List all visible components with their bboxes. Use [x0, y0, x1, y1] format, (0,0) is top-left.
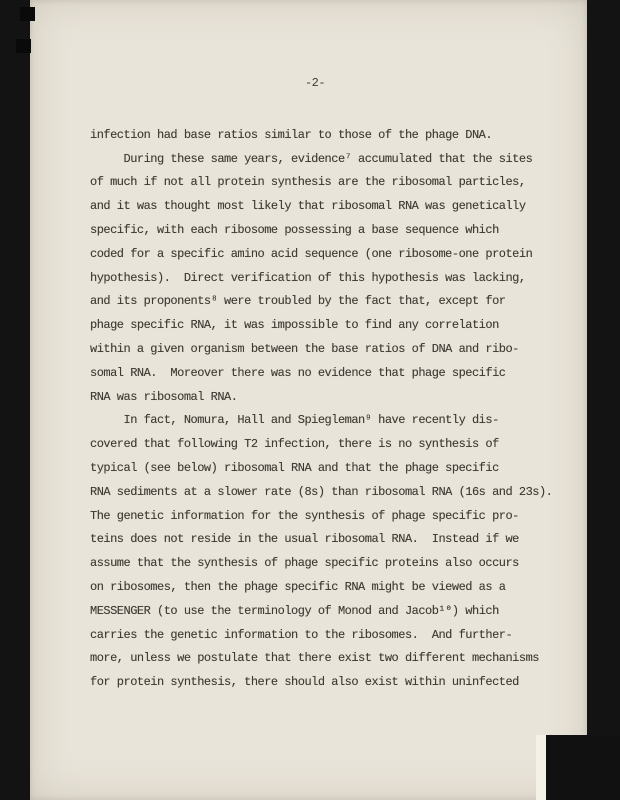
text-line: teins does not reside in the usual ribosomal RNA. Instead if we [90, 532, 519, 547]
text-line: hypothesis). Direct verification of this hypothesis was lacking, [90, 270, 526, 285]
page-number: -2- [304, 76, 326, 90]
text-line: During these same years, evidence⁷ accumulated that the sites [90, 151, 533, 166]
text-line: infection had base ratios similar to those of the phage DNA. [90, 127, 493, 142]
text-line: MESSENGER (to use the terminology of Monod and Jacob¹⁰) which [90, 603, 499, 618]
text-line: coded for a specific amino acid sequence (one ribosome-one protein [90, 246, 533, 261]
page-edge-strip [536, 735, 546, 800]
text-line: and its proponents⁸ were troubled by the fact that, except for [90, 294, 506, 309]
scan-corner-shadow [546, 735, 620, 800]
text-line: for protein synthesis, there should also exist within uninfected [90, 675, 519, 690]
text-line: more, unless we postulate that there exist two different mechanisms [90, 651, 539, 666]
text-line: assume that the synthesis of phage specific proteins also occurs [90, 556, 519, 571]
page-body [90, 124, 560, 695]
text-line: and it was thought most likely that ribosomal RNA was genetically [90, 199, 526, 214]
text-line: on ribosomes, then the phage specific RNA might be viewed as a [90, 579, 506, 594]
page-text-column [90, 72, 560, 695]
text-line: within a given organism between the base ratios of DNA and ribo- [90, 341, 519, 356]
text-line: The genetic information for the synthesis of phage specific pro- [90, 508, 519, 523]
document-page [30, 0, 587, 800]
text-line: typical (see below) ribosomal RNA and that the phage specific [90, 460, 499, 475]
text-line: carries the genetic information to the ribosomes. And further- [90, 627, 513, 642]
text-line: specific, with each ribosome possessing a base sequence which [90, 222, 499, 237]
text-line: RNA sediments at a slower rate (8s) than ribosomal RNA (16s and 23s). [90, 484, 553, 499]
text-line: somal RNA. Moreover there was no evidence that phage specific [90, 365, 506, 380]
text-line: phage specific RNA, it was impossible to find any correlation [90, 318, 499, 333]
text-line: covered that following T2 infection, there is no synthesis of [90, 437, 499, 452]
registration-mark-icon [20, 7, 35, 21]
text-line: In fact, Nomura, Hall and Spiegleman⁹ have recently dis- [90, 413, 499, 428]
text-line: RNA was ribosomal RNA. [90, 389, 238, 404]
registration-mark-icon [16, 39, 31, 53]
text-line: of much if not all protein synthesis are the ribosomal particles, [90, 175, 526, 190]
